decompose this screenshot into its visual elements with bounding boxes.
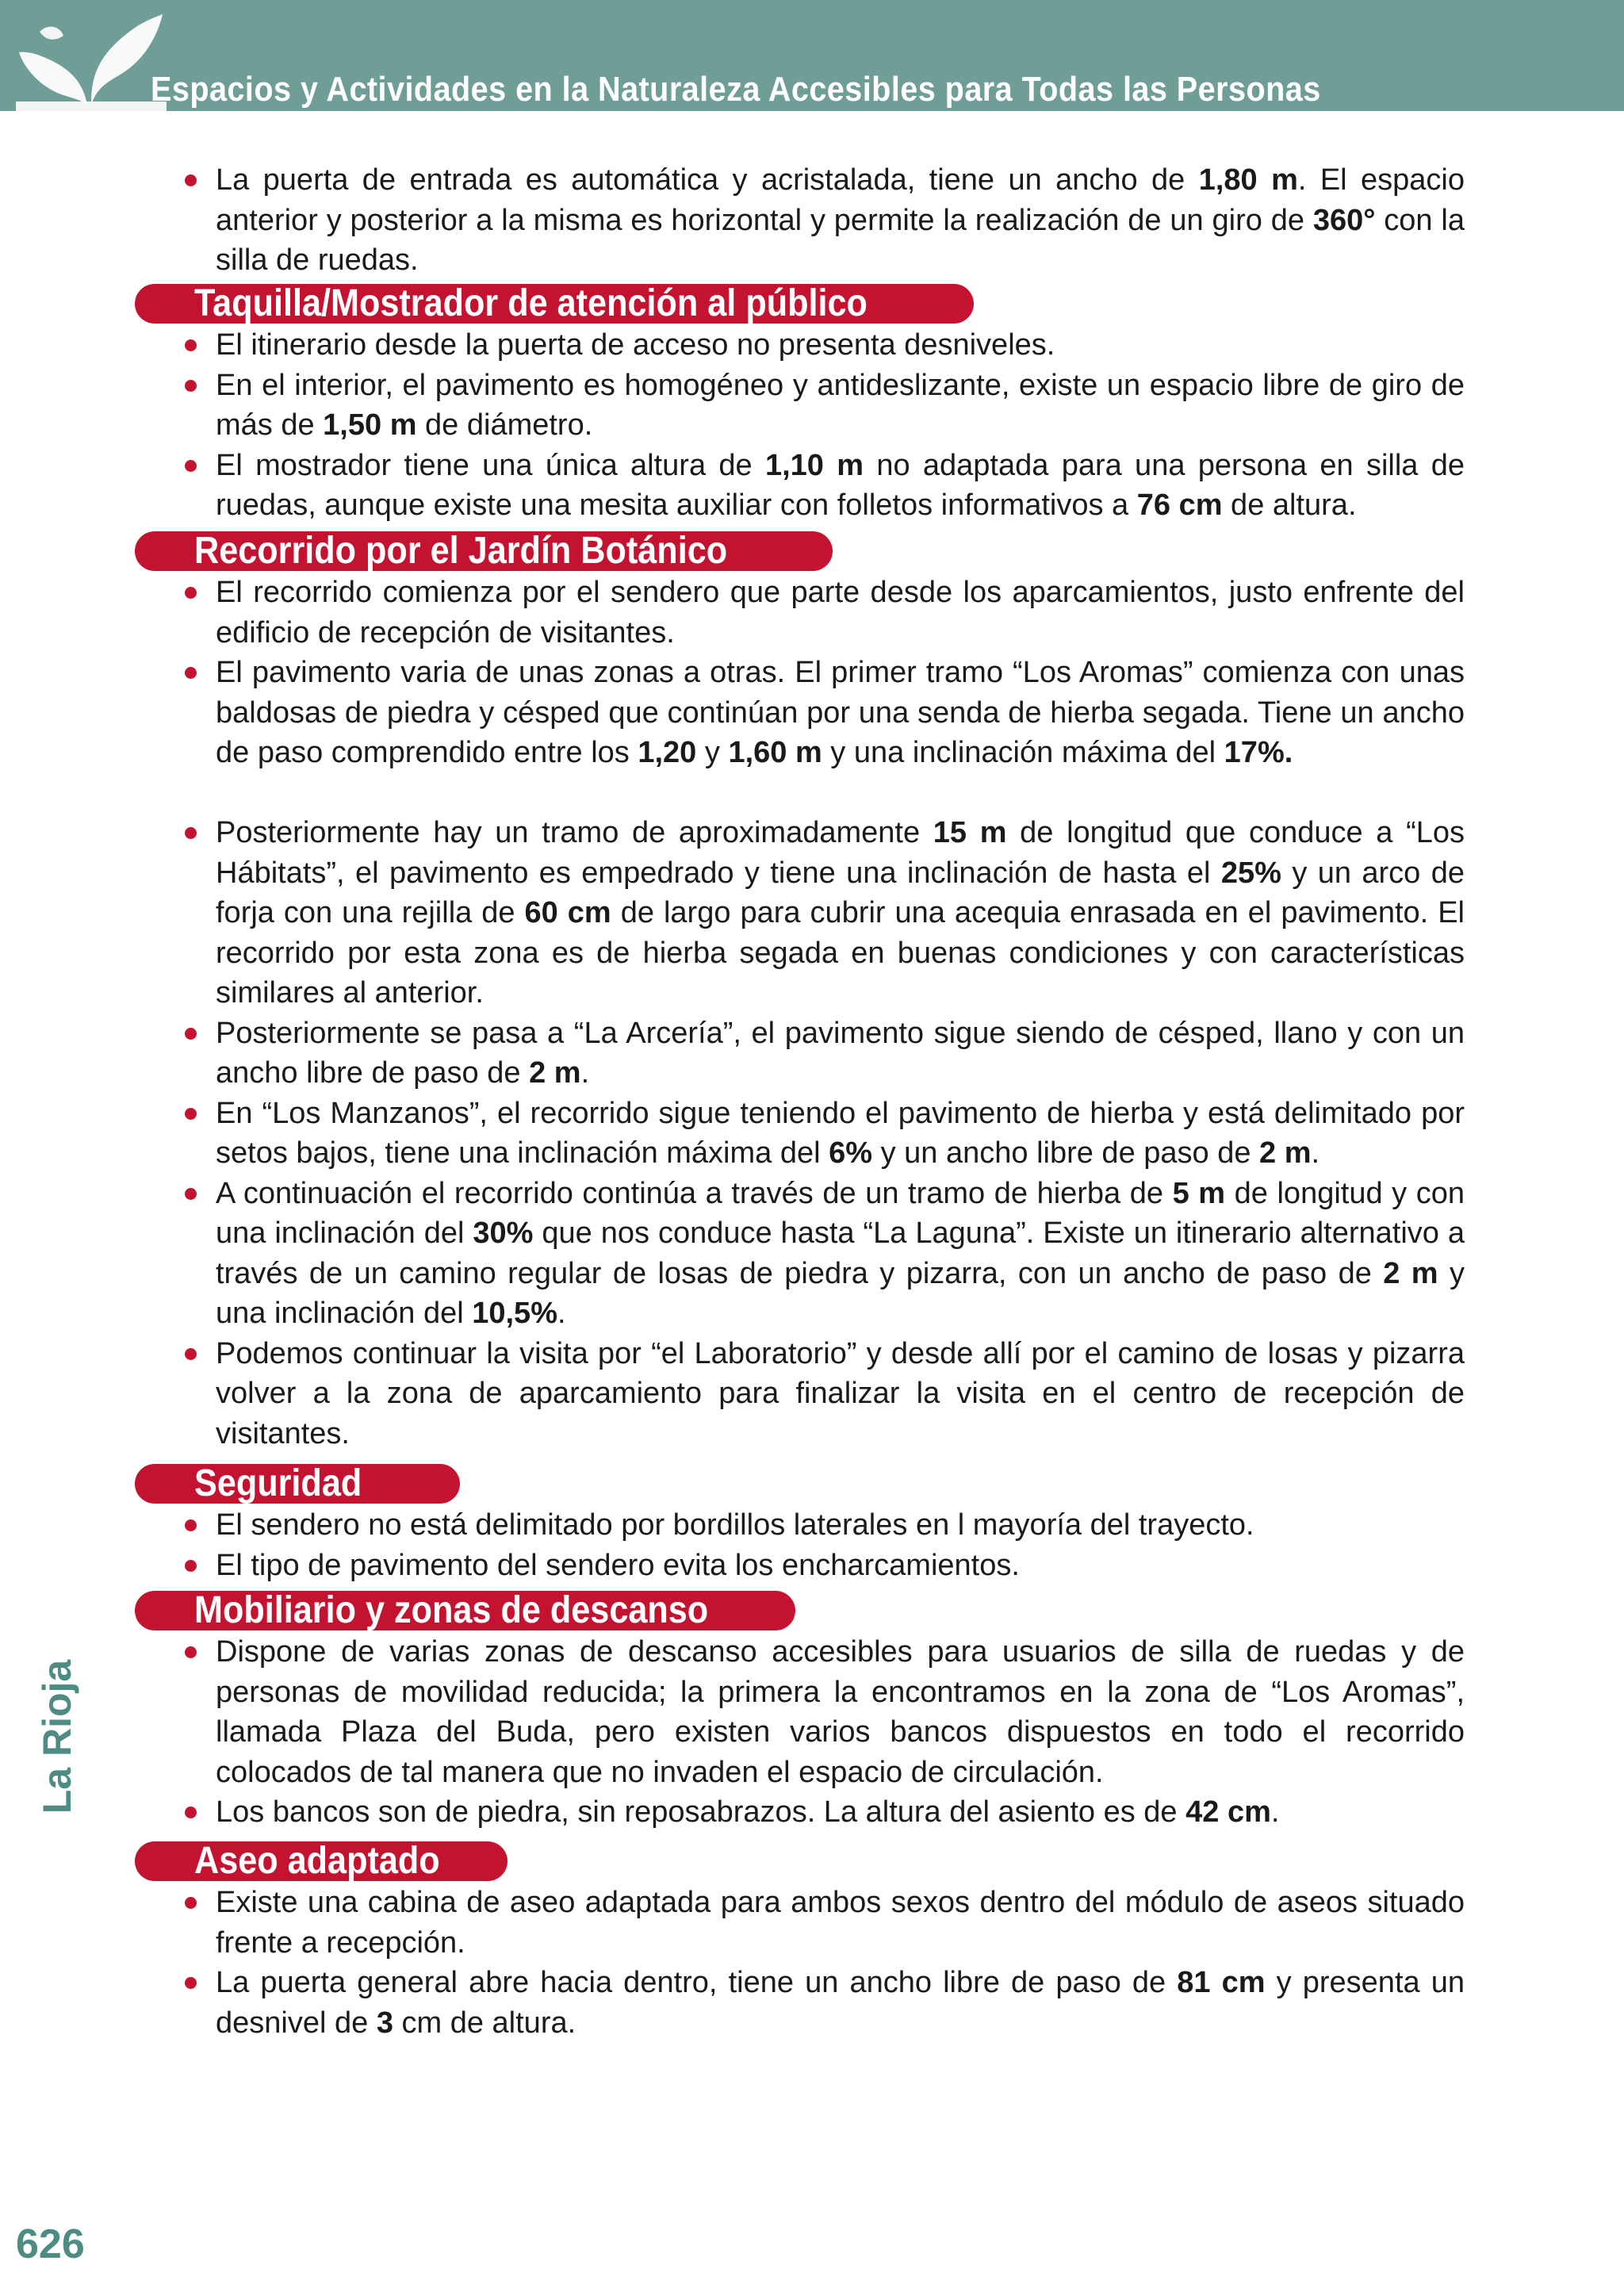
bullet-dot-icon	[185, 1807, 197, 1818]
list-item: Existe una cabina de aseo adaptada para ambos sexos dentro del módulo de aseos situado frente a recepción.	[216, 1886, 1465, 1960]
section-heading: Seguridad	[194, 1462, 362, 1504]
list-item: En el interior, el pavimento es homogéneo y antideslizante, existe un espacio libre de giro de más de 1,50 m de diámetro.	[216, 368, 1465, 442]
list-item: Los bancos son de piedra, sin reposabrazos. La altura del asiento es de 42 cm.	[216, 1795, 1280, 1829]
bullet-dot-icon	[185, 380, 197, 392]
list-item: A continuación el recorrido continúa a través de un tramo de hierba de 5 m de longitud y con una inclinación del 30% que nos conduce hasta “La Laguna”. Existe un itinerario alternativo a través de un camino regular de losas de piedra y pizarra, con un ancho de paso de 2 m y una inclinación del 10,5%.	[216, 1176, 1465, 1330]
section-heading: Aseo adaptado	[194, 1840, 440, 1882]
bullet-dot-icon	[185, 1348, 197, 1360]
bullet-dot-icon	[185, 1897, 197, 1909]
bullet-dot-icon	[185, 1108, 197, 1120]
leaf-logo-icon	[16, 8, 167, 111]
bullet-dot-icon	[185, 1028, 197, 1040]
section-heading: Taquilla/Mostrador de atención al público	[194, 282, 868, 324]
bullet-dot-icon	[185, 1519, 197, 1531]
list-item: El mostrador tiene una única altura de 1,10 m no adaptada para una persona en silla de ruedas, aunque existe una mesita auxiliar con folletos informativos a 76 cm de altura.	[216, 448, 1465, 522]
page-header	[0, 0, 1624, 111]
bullet-dot-icon	[185, 827, 197, 839]
list-item: Dispone de varias zonas de descanso accesibles para usuarios de silla de ruedas y de personas de movilidad reducida; la primera la encontramos en la zona de “Los Aromas”, llamada Plaza del Buda, pero existen varios bancos dispuestos en todo el recorrido colocados de tal manera que no invaden el espacio de circulación.	[216, 1635, 1465, 1789]
section-heading: Recorrido por el Jardín Botánico	[194, 530, 728, 572]
list-item: El recorrido comienza por el sendero que parte desde los aparcamientos, justo enfrente del edificio de recepción de visitantes.	[216, 576, 1465, 649]
bullet-dot-icon	[185, 1560, 197, 1572]
list-item: En “Los Manzanos”, el recorrido sigue teniendo el pavimento de hierba y está delimitado por setos bajos, tiene una inclinación máxima del 6% y un ancho libre de paso de 2 m.	[216, 1096, 1465, 1170]
bullet-dot-icon	[185, 1646, 197, 1658]
page-header-title: Espacios y Actividades en la Naturaleza Accesibles para Todas las Personas	[151, 70, 1321, 109]
bullet-dot-icon	[185, 1977, 197, 1989]
list-item: Posteriormente se pasa a “La Arcería”, el pavimento sigue siendo de césped, llano y con un ancho libre de paso de 2 m.	[216, 1016, 1465, 1090]
list-item: Podemos continuar la visita por “el Laboratorio” y desde allí por el camino de losas y pizarra volver a la zona de aparcamiento para finalizar la visita en el centro de recepción de visitantes.	[216, 1336, 1465, 1450]
page-number: 626	[16, 2221, 85, 2267]
list-item: El tipo de pavimento del sendero evita los encharcamientos.	[216, 1548, 1020, 1582]
side-label: La Rioja	[35, 1659, 79, 1814]
intro-list-item: La puerta de entrada es automática y acristalada, tiene un ancho de 1,80 m. El espacio anterior y posterior a la misma es horizontal y permite la realización de un giro de 360° con la silla de ruedas.	[216, 163, 1465, 277]
list-item: El sendero no está delimitado por bordillos laterales en l mayoría del trayecto.	[216, 1508, 1254, 1542]
list-item: El pavimento varia de unas zonas a otras. El primer tramo “Los Aromas” comienza con unas baldosas de piedra y césped que continúan por una senda de hierba segada. Tiene un ancho de paso comprendido entre los 1,20 y 1,60 m y una inclinación máxima del 17%.	[216, 656, 1465, 769]
list-item: El itinerario desde la puerta de acceso no presenta desniveles.	[216, 328, 1055, 362]
bullet-dot-icon	[185, 667, 197, 679]
bullet-dot-icon	[185, 339, 197, 351]
bullet-dot-icon	[185, 460, 197, 472]
list-item: La puerta general abre hacia dentro, tiene un ancho libre de paso de 81 cm y presenta un desnivel de 3 cm de altura.	[216, 1966, 1465, 2040]
bullet-dot-icon	[185, 174, 197, 186]
bullet-dot-icon	[185, 1188, 197, 1200]
list-item: Posteriormente hay un tramo de aproximadamente 15 m de longitud que conduce a “Los Hábitats”, el pavimento es empedrado y tiene una inclinación de hasta el 25% y un arco de forja con una rejilla de 60 cm de largo para cubrir una acequia enrasada en el pavimento. El recorrido por esta zona es de hierba segada en buenas condiciones y con características similares al anterior.	[216, 816, 1465, 1010]
section-heading: Mobiliario y zonas de descanso	[194, 1589, 709, 1631]
bullet-dot-icon	[185, 587, 197, 599]
